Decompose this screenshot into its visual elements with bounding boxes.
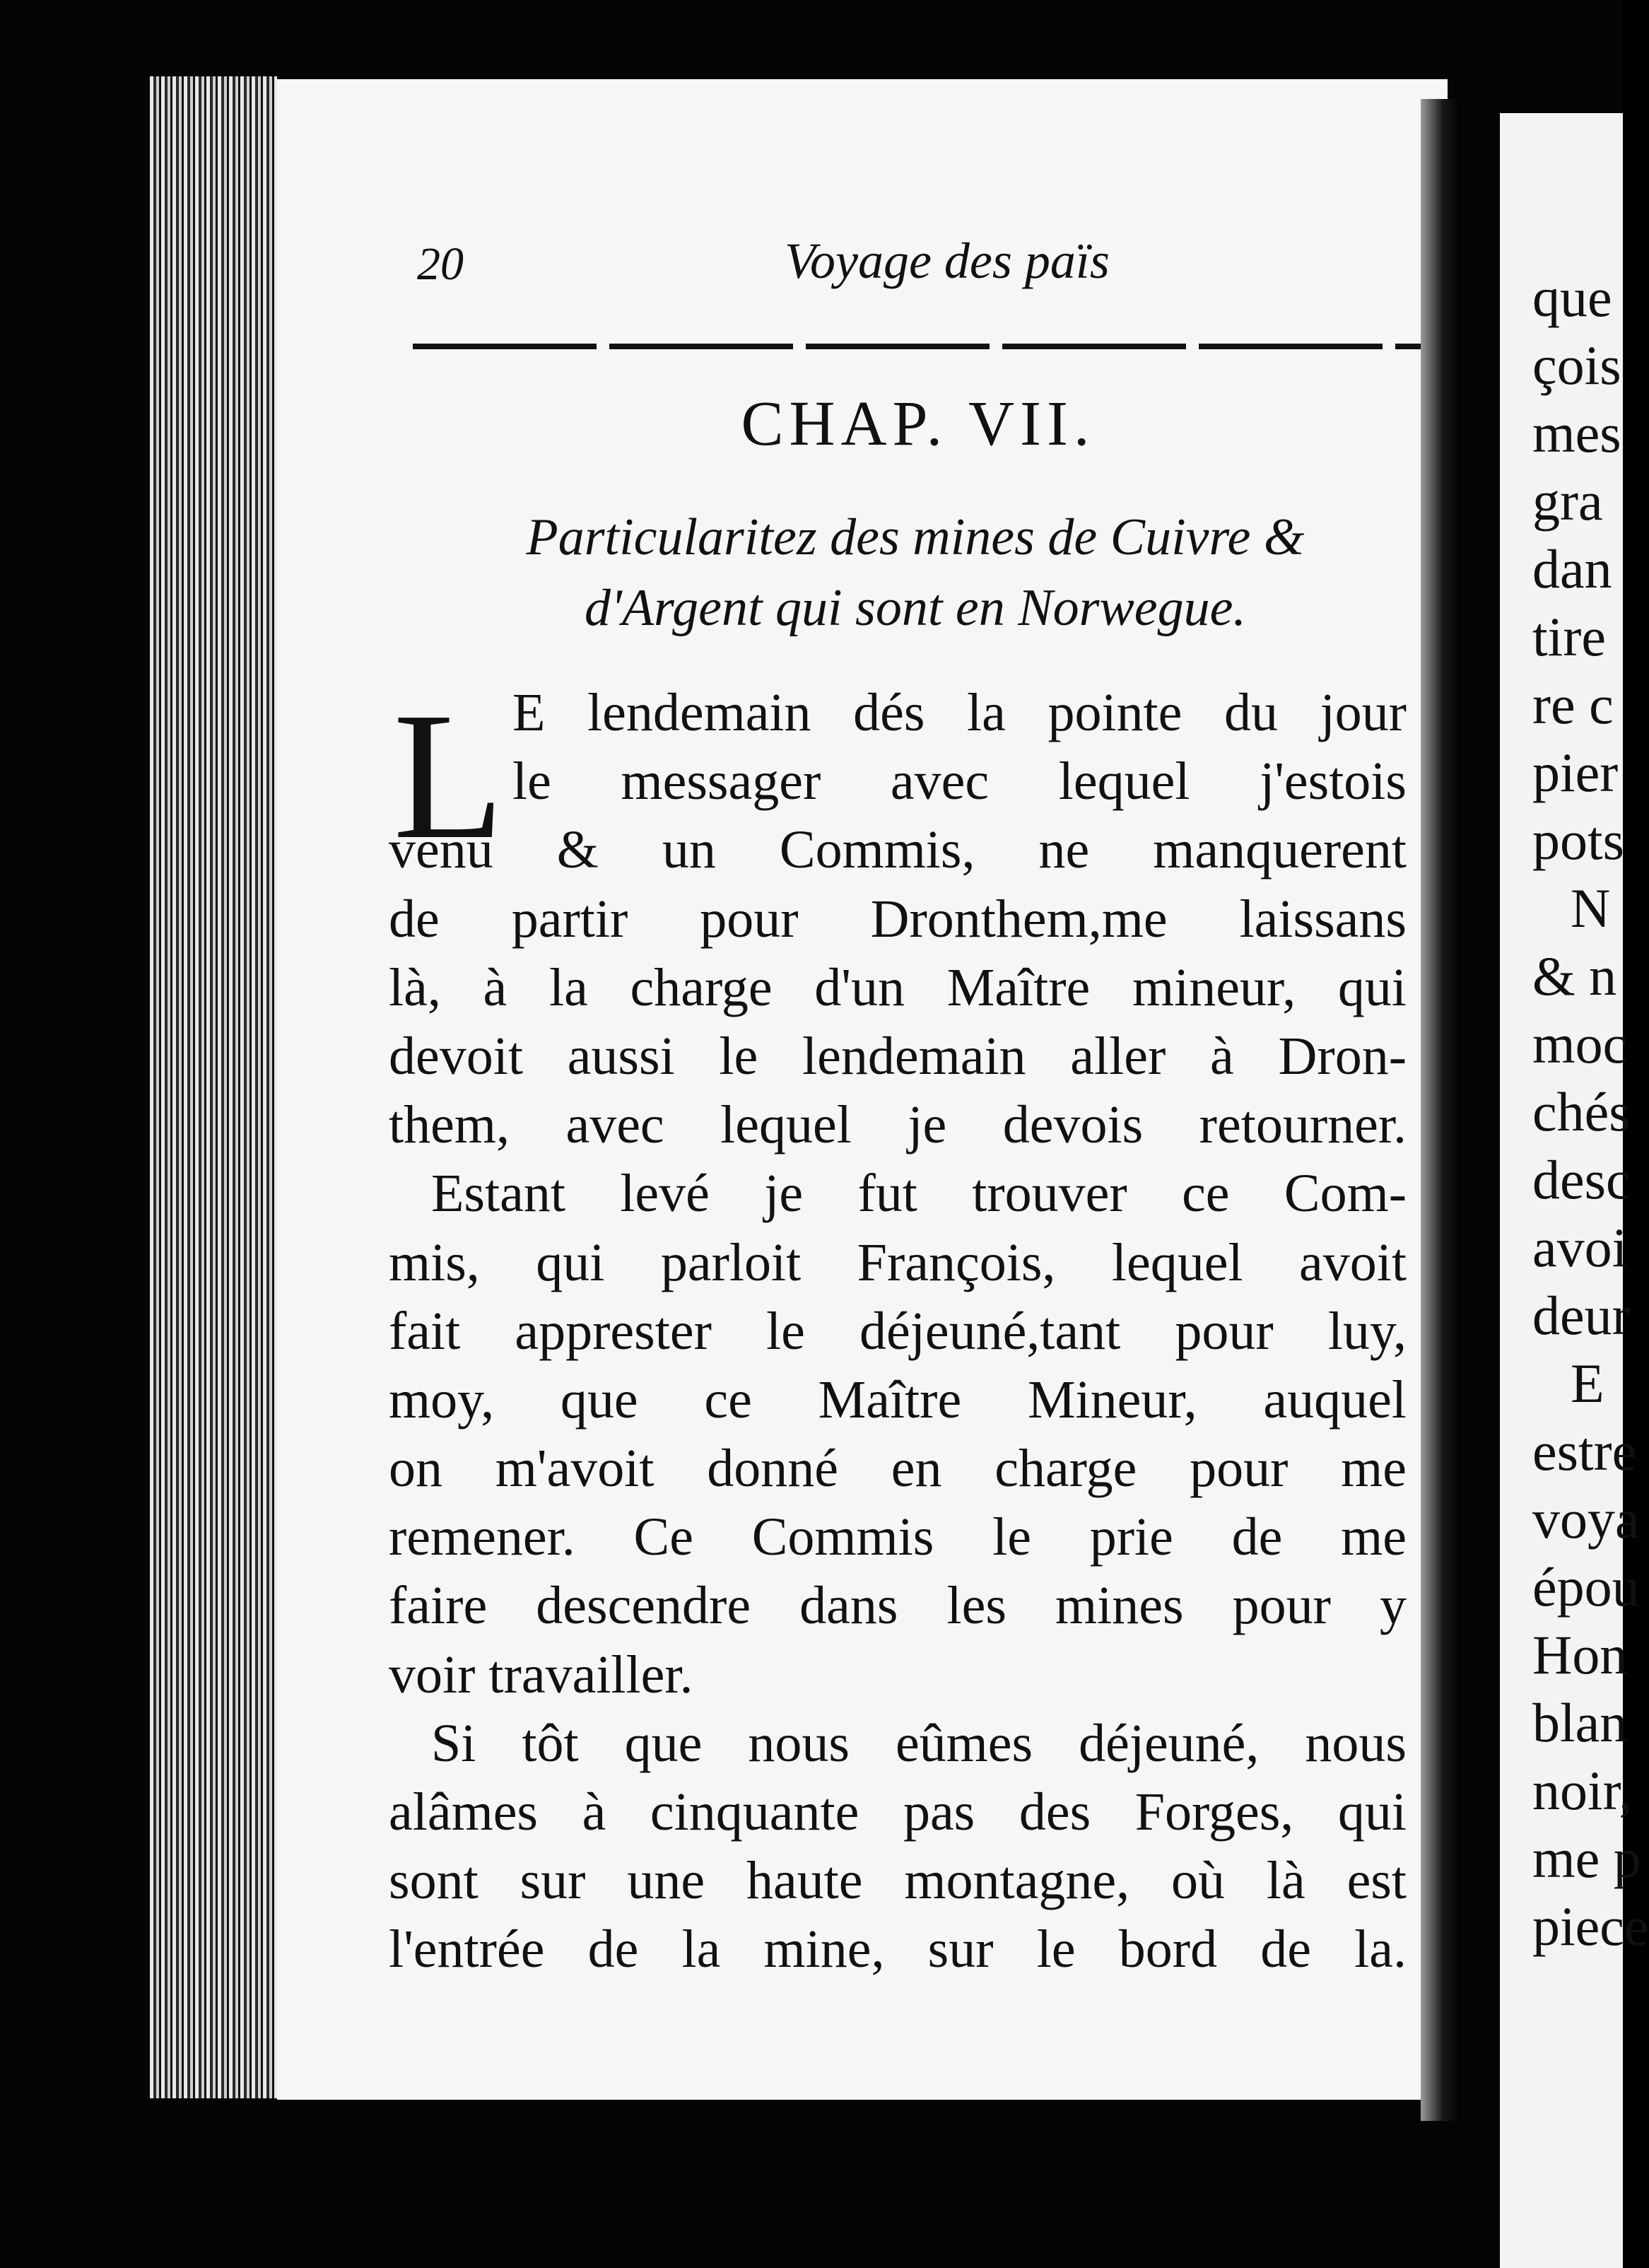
next-page-fragment: çois — [1532, 334, 1621, 396]
text-line: le messager avec lequel j'estois — [512, 752, 1407, 812]
text-line: on m'avoit donné en charge pour me — [389, 1439, 1407, 1499]
drop-cap: L — [393, 674, 505, 877]
text-line: E lendemain dés la pointe du jour — [512, 683, 1407, 742]
next-page-fragment: blan — [1532, 1692, 1628, 1753]
chapter-subtitle — [396, 502, 1435, 643]
text-line: alâmes à cinquante pas des Forges, qui — [389, 1782, 1407, 1842]
next-page-fragment: E — [1571, 1352, 1604, 1414]
next-page-fragment: Hon — [1532, 1624, 1628, 1685]
text-line: moy, que ce Maître Mineur, auquel — [389, 1369, 1407, 1430]
next-page-fragment: épou — [1532, 1556, 1640, 1618]
next-page-fragment: piece — [1532, 1895, 1649, 1957]
next-page-fragment: que — [1532, 267, 1612, 328]
text-line: Estant levé je fut trouver ce Com- — [431, 1164, 1407, 1224]
chapter-subtitle-line: d'Argent qui sont en Norwegue. — [585, 579, 1246, 637]
book-gutter — [1421, 99, 1460, 2121]
next-page-fragment: chés — [1532, 1081, 1631, 1142]
next-page-fragment: pots — [1532, 809, 1625, 871]
text-line: them, avec lequel je devois retourner. — [389, 1095, 1407, 1155]
header-rule — [413, 344, 1424, 349]
next-page-fragment: N — [1571, 877, 1611, 939]
page-edges — [150, 76, 277, 2098]
text-line: voir travailler. — [389, 1644, 693, 1705]
next-page-fragment: me p — [1532, 1828, 1641, 1889]
text-line: Si tôt que nous eûmes déjeuné, nous — [431, 1713, 1407, 1773]
next-page-fragment: tire — [1532, 606, 1606, 667]
text-line: de partir pour Dronthem,me laissans — [389, 889, 1407, 949]
text-line: venu & un Commis, ne manquerent — [389, 820, 1407, 880]
next-page-fragment: estre — [1532, 1420, 1637, 1482]
text-line: là, à la charge d'un Maître mineur, qui — [389, 957, 1407, 1017]
next-page-fragment: gra — [1532, 470, 1603, 532]
next-page-fragment: noir, — [1532, 1760, 1633, 1821]
chapter-subtitle-line: Particularitez des mines de Cuivre & — [526, 508, 1305, 566]
text-line: sont sur une haute montagne, où là est — [389, 1851, 1407, 1911]
chapter-heading: CHAP. VII. — [741, 389, 1096, 459]
next-page-fragment: pier — [1532, 742, 1619, 803]
next-page-fragment: avoi — [1532, 1217, 1628, 1278]
text-line: fait apprester le déjeuné,tant pour luy, — [389, 1301, 1407, 1361]
next-page-sliver — [1500, 113, 1649, 2268]
running-title: Voyage des païs — [785, 233, 1110, 289]
text-line: remener. Ce Commis le prie de me — [389, 1507, 1407, 1567]
next-page-fragment: dan — [1532, 538, 1612, 600]
next-page-fragment: deur — [1532, 1285, 1631, 1346]
next-page-fragment: moc — [1532, 1013, 1628, 1075]
body-text — [389, 674, 1407, 1984]
next-page-fragment: voya — [1532, 1488, 1640, 1550]
next-page-fragment: desc — [1532, 1149, 1631, 1210]
running-head — [417, 225, 1414, 303]
text-line: devoit aussi le lendemain aller à Dron- — [389, 1026, 1407, 1086]
text-line: l'entrée de la mine, sur le bord de la. — [389, 1919, 1407, 1980]
next-page-fragment: re c — [1532, 674, 1614, 735]
next-page-fragment: & n — [1532, 945, 1617, 1007]
text-line: mis, qui parloit François, lequel avoit — [389, 1232, 1407, 1292]
text-line: faire descendre dans les mines pour y — [389, 1576, 1407, 1636]
page-number: 20 — [417, 238, 464, 290]
next-page-fragment: mes — [1532, 402, 1621, 464]
